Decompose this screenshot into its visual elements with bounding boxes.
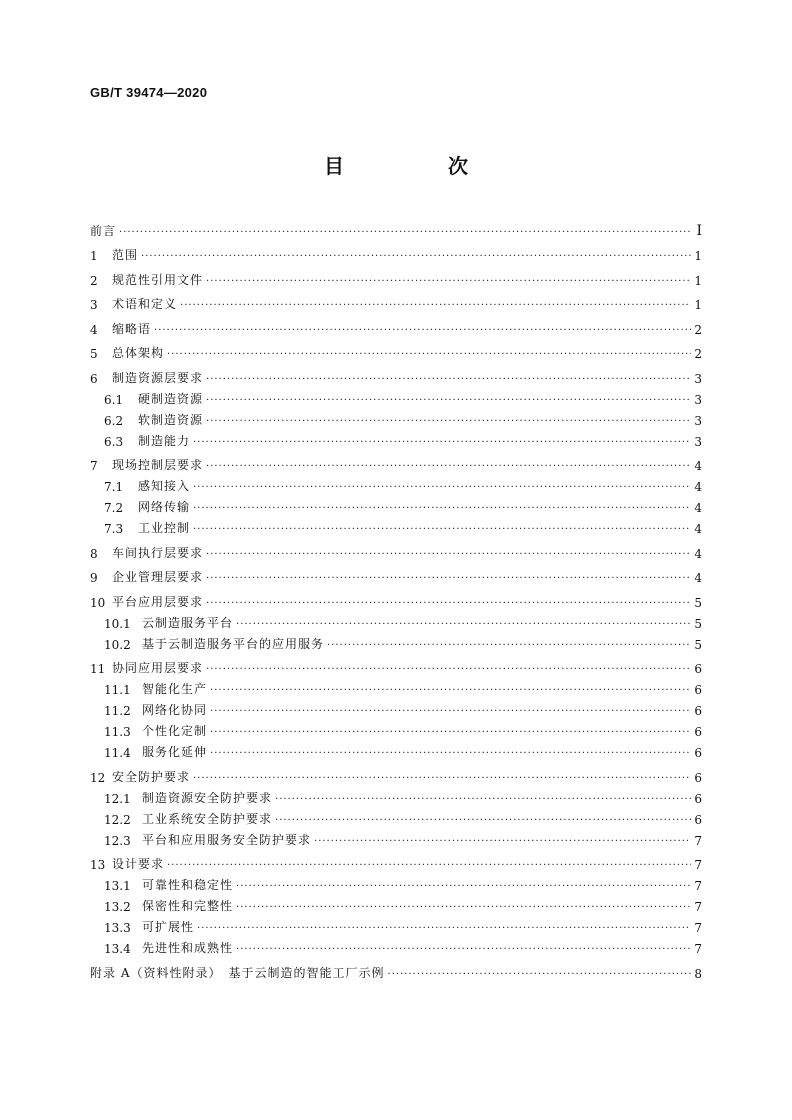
toc-entry-title: 网络传输 (138, 500, 191, 514)
toc-entry-number: 11.4 (104, 746, 131, 760)
dot-leader (206, 549, 691, 561)
toc-entry-number: 7.3 (104, 522, 124, 536)
toc-entry[interactable] (90, 739, 702, 760)
toc-entry[interactable] (90, 585, 702, 610)
toc-entry-page: 5 (694, 616, 702, 631)
toc-entry[interactable] (90, 214, 702, 239)
dot-leader (180, 300, 691, 312)
toc-entry-title: 工业控制 (138, 521, 191, 535)
toc-entry-page: 4 (694, 522, 702, 536)
toc-entry-title: 车间执行层要求 (112, 545, 204, 560)
dot-leader (197, 923, 691, 935)
toc-entry-page: 6 (694, 746, 702, 760)
toc-entry-page: 6 (694, 770, 702, 785)
toc-entry[interactable] (90, 473, 702, 494)
toc-entry[interactable] (90, 312, 702, 337)
toc-entry-title: 安全防护要求 (112, 769, 191, 784)
toc-entry-page: 7 (694, 900, 702, 914)
dot-leader (206, 395, 691, 407)
toc-entry-title: 缩略语 (112, 321, 152, 336)
toc-entry-title: 网络化协同 (142, 703, 208, 717)
toc-entry-page: 3 (694, 434, 702, 449)
toc-entry-number: 5 (90, 347, 98, 361)
dot-leader (387, 969, 691, 981)
toc-entry-page: 2 (694, 347, 702, 361)
toc-entry-number: 12.2 (104, 812, 131, 827)
dot-leader (210, 727, 691, 739)
toc-entry-page: 7 (694, 833, 702, 848)
toc-entry-number: 9 (90, 571, 98, 585)
toc-entry-page: 1 (694, 298, 702, 312)
toc-entry[interactable] (90, 494, 702, 515)
toc-entry-number: 11 (90, 662, 106, 676)
dot-leader (206, 664, 691, 676)
toc-entry-title: 前言 (90, 223, 117, 238)
dot-leader (210, 685, 691, 697)
toc-entry-number: 12.1 (104, 791, 131, 806)
toc-entry-number: 7 (90, 459, 98, 473)
toc-entry-page: Ⅰ (696, 222, 702, 239)
toc-entry[interactable] (90, 536, 702, 561)
toc-entry-page: 6 (694, 683, 702, 697)
toc-entry-page: 7 (694, 879, 702, 893)
toc-entry[interactable] (90, 407, 702, 428)
toc-entry[interactable] (90, 676, 702, 697)
toc-entry-number: 11.3 (104, 725, 131, 739)
toc-entry[interactable] (90, 288, 702, 313)
toc-entry-title: 企业管理层要求 (112, 570, 204, 584)
toc-entry-page: 4 (694, 546, 702, 561)
toc-entry-number: 10 (90, 595, 106, 610)
document-code: GB/T 39474—2020 (90, 85, 208, 100)
table-of-contents (90, 214, 702, 981)
toc-entry-page: 5 (694, 637, 702, 652)
toc-entry-number: 3 (90, 298, 98, 312)
toc-entry-page: 5 (694, 595, 702, 610)
toc-entry[interactable] (90, 848, 702, 873)
toc-entry[interactable] (90, 631, 702, 652)
dot-leader (236, 881, 691, 893)
toc-entry-title: 个性化定制 (142, 724, 208, 738)
dot-leader (206, 461, 691, 473)
toc-entry-number: 13.4 (104, 942, 131, 956)
toc-entry[interactable] (90, 914, 702, 935)
dot-leader (193, 773, 691, 785)
page-title: 目 次 (324, 154, 510, 178)
toc-entry[interactable] (90, 428, 702, 449)
dot-leader (141, 251, 691, 263)
toc-entry-page: 3 (694, 371, 702, 386)
toc-entry[interactable] (90, 652, 702, 677)
toc-entry-title: 工业系统安全防护要求 (142, 811, 273, 826)
toc-entry[interactable] (90, 610, 702, 631)
dot-leader (193, 437, 691, 449)
toc-entry-title: 设计要求 (112, 857, 165, 871)
toc-entry[interactable] (90, 263, 702, 288)
toc-entry-title: 智能化生产 (142, 682, 208, 696)
toc-entry-number: 13.1 (104, 879, 131, 893)
toc-entry-page: 6 (694, 812, 702, 827)
toc-entry-title: 现场控制层要求 (112, 458, 204, 472)
toc-entry-page: 4 (694, 571, 702, 585)
toc-entry-title: 基于云制造服务平台的应用服务 (142, 636, 325, 651)
toc-entry-number: 6.1 (104, 392, 124, 407)
toc-entry-page: 6 (694, 791, 702, 806)
dot-leader (275, 794, 691, 806)
toc-entry-title: 软制造资源 (138, 412, 204, 427)
toc-entry-title: 协同应用层要求 (112, 661, 204, 675)
toc-entry-number: 8 (90, 546, 98, 561)
toc-entry-number: 2 (90, 273, 98, 288)
toc-entry-number: 10.2 (104, 637, 131, 652)
toc-entry[interactable] (90, 785, 702, 806)
toc-entry[interactable] (90, 956, 702, 981)
toc-entry-page: 7 (694, 858, 702, 872)
toc-entry-number: 11.1 (104, 683, 131, 697)
dot-leader (167, 860, 691, 872)
toc-entry-title: 制造能力 (138, 433, 191, 448)
toc-entry-title: 范围 (112, 248, 139, 262)
dot-leader (206, 276, 691, 288)
toc-entry-number: 6.2 (104, 413, 124, 428)
toc-entry-title: 硬制造资源 (138, 391, 204, 406)
dot-leader (236, 619, 691, 631)
dot-leader (210, 706, 691, 718)
toc-entry-page: 8 (694, 966, 702, 981)
toc-entry-number: 12 (90, 770, 106, 785)
toc-entry-number: 7.1 (104, 480, 124, 494)
toc-entry-number: 13.3 (104, 921, 131, 935)
toc-entry-number: 7.2 (104, 501, 124, 515)
toc-entry[interactable] (90, 337, 702, 362)
dot-leader (236, 944, 691, 956)
toc-entry[interactable] (90, 515, 702, 536)
toc-entry-title: 规范性引用文件 (112, 272, 204, 287)
toc-entry-title: 附录 A（资料性附录） 基于云制造的智能工厂示例 (90, 965, 385, 980)
toc-entry-page: 4 (694, 501, 702, 515)
toc-entry-title: 可扩展性 (142, 920, 195, 934)
toc-entry[interactable] (90, 760, 702, 785)
toc-entry-title: 保密性和完整性 (142, 899, 234, 913)
toc-entry-page: 7 (694, 942, 702, 956)
toc-entry-number: 6 (90, 371, 98, 386)
toc-entry-page: 3 (694, 413, 702, 428)
toc-entry[interactable] (90, 718, 702, 739)
toc-entry[interactable] (90, 697, 702, 718)
toc-entry-title: 服务化延伸 (142, 745, 208, 759)
toc-entry[interactable] (90, 361, 702, 386)
toc-entry[interactable] (90, 935, 702, 956)
toc-entry-title: 平台应用层要求 (112, 594, 204, 609)
dot-leader (206, 374, 691, 386)
dot-leader (119, 227, 691, 239)
dot-leader (154, 325, 691, 337)
dot-leader (236, 902, 691, 914)
toc-entry[interactable] (90, 239, 702, 264)
dot-leader (193, 524, 691, 536)
dot-leader (275, 815, 691, 827)
toc-entry-number: 10.1 (104, 616, 131, 631)
dot-leader (193, 482, 691, 494)
toc-entry-title: 制造资源安全防护要求 (142, 790, 273, 805)
toc-entry[interactable] (90, 806, 702, 827)
toc-entry[interactable] (90, 827, 702, 848)
toc-entry-page: 6 (694, 704, 702, 718)
toc-entry-number: 13.2 (104, 900, 131, 914)
toc-entry-page: 1 (694, 273, 702, 288)
toc-entry-page: 1 (694, 249, 702, 263)
toc-entry-page: 6 (694, 725, 702, 739)
toc-entry-page: 6 (694, 662, 702, 676)
toc-entry-title: 感知接入 (138, 479, 191, 493)
toc-entry-page: 3 (694, 392, 702, 407)
toc-entry[interactable] (90, 893, 702, 914)
toc-entry[interactable] (90, 449, 702, 474)
dot-leader (206, 573, 691, 585)
dot-leader (193, 503, 691, 515)
toc-entry-page: 4 (694, 480, 702, 494)
dot-leader (167, 349, 691, 361)
toc-entry-title: 云制造服务平台 (142, 615, 234, 630)
toc-entry-number: 13 (90, 858, 106, 872)
dot-leader (206, 598, 691, 610)
toc-entry-page: 2 (694, 322, 702, 337)
toc-entry-title: 平台和应用服务安全防护要求 (142, 832, 312, 847)
toc-entry-title: 制造资源层要求 (112, 370, 204, 385)
toc-entry[interactable] (90, 872, 702, 893)
dot-leader (314, 836, 691, 848)
toc-entry-number: 12.3 (104, 833, 131, 848)
toc-entry-title: 术语和定义 (112, 297, 178, 311)
toc-entry[interactable] (90, 386, 702, 407)
toc-entry-title: 总体架构 (112, 346, 165, 360)
toc-entry-number: 11.2 (104, 704, 131, 718)
toc-entry[interactable] (90, 561, 702, 586)
toc-entry-page: 4 (694, 459, 702, 473)
dot-leader (327, 640, 691, 652)
dot-leader (206, 416, 691, 428)
dot-leader (210, 748, 691, 760)
toc-entry-page: 7 (694, 921, 702, 935)
toc-entry-number: 1 (90, 249, 98, 263)
toc-entry-number: 4 (90, 322, 98, 337)
toc-entry-title: 先进性和成熟性 (142, 941, 234, 955)
toc-entry-number: 6.3 (104, 434, 124, 449)
toc-entry-title: 可靠性和稳定性 (142, 878, 234, 892)
